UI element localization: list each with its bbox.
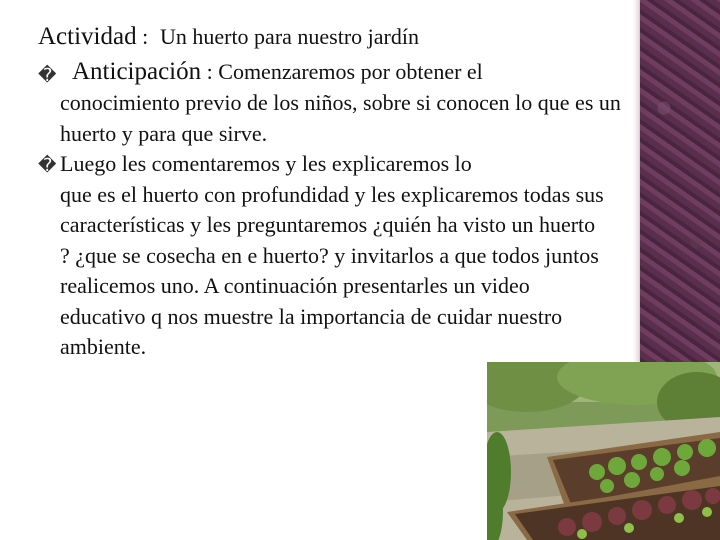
square-bullet-icon: �: [38, 155, 57, 176]
slide-text: [38, 18, 638, 363]
bullet-lead: [38, 56, 638, 88]
bullet-continuation: conocimiento previo de los niños, sobre si conocen lo que es un huerto y para que sirve.: [60, 90, 621, 146]
activity-title-line: [38, 18, 638, 56]
bullet-separator: :: [201, 59, 219, 84]
garden-photo: [487, 362, 720, 540]
activity-label: Actividad: [38, 23, 137, 50]
activity-separator: :: [136, 24, 154, 49]
activity-title: Un huerto para nuestro jardín: [159, 24, 419, 49]
bullet-anticipacion: [38, 56, 638, 149]
bullet-text: Luego les comentaremos y les explicaremos lo: [60, 151, 472, 176]
bullet-text: Comenzaremos por obtener el: [218, 59, 483, 84]
bullet-heading: Anticipación: [72, 58, 202, 85]
bullet-luego: [38, 149, 638, 363]
bullet-continuation: que es el huerto con profundidad y les explicaremos todas sus características y les preguntaremos ¿quién ha visto un huerto ? ¿que se cosecha en e huerto? y invitarlos a que todos juntos realicemos uno. A continuación presentarles un video educativo q nos muestre la importancia de cuidar nuestro ambiente.: [60, 181, 604, 359]
square-bullet-icon: �: [38, 65, 57, 86]
